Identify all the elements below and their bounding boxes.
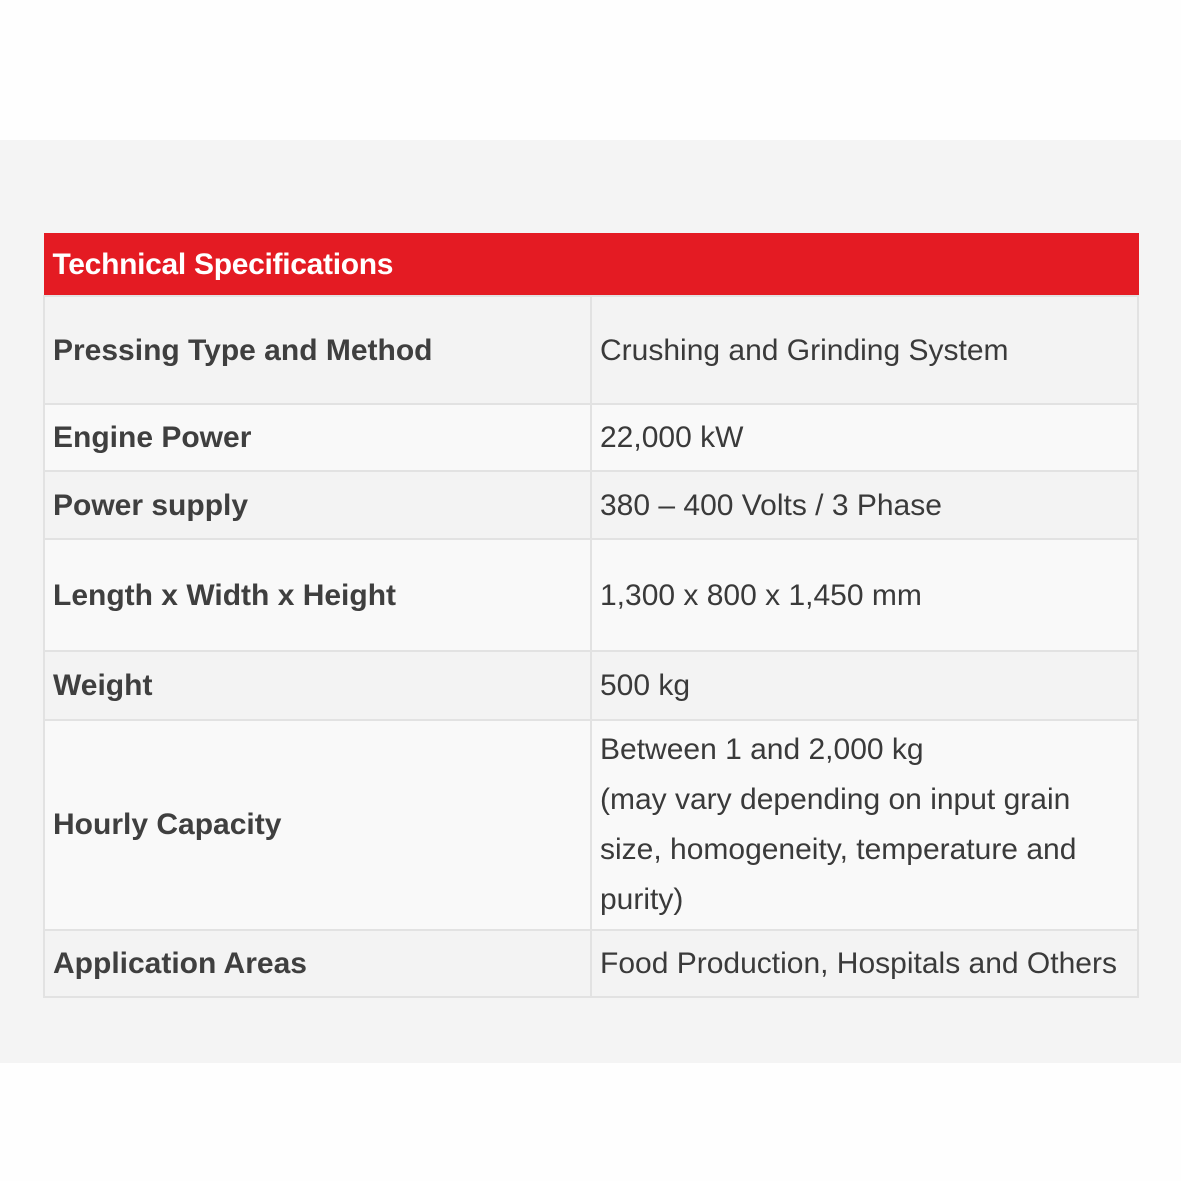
row-value	[591, 720, 1138, 930]
table-row	[44, 930, 1138, 997]
table-title: Technical Specifications	[44, 234, 1138, 297]
row-value: 500 kg	[591, 651, 1138, 720]
row-value-note: (may vary depending on input grain size, homogeneity, temperature and purity)	[600, 783, 1077, 916]
table-row	[44, 539, 1138, 651]
row-label: Engine Power	[44, 404, 591, 471]
row-value: Crushing and Grinding System	[591, 296, 1138, 404]
table-header-row	[44, 234, 1138, 297]
row-value: Food Production, Hospitals and Others	[591, 930, 1138, 997]
row-label: Application Areas	[44, 930, 591, 997]
row-value: 1,300 x 800 x 1,450 mm	[591, 539, 1138, 651]
row-value: 22,000 kW	[591, 404, 1138, 471]
row-label: Weight	[44, 651, 591, 720]
table-row	[44, 471, 1138, 539]
table-row	[44, 651, 1138, 720]
row-value: 380 – 400 Volts / 3 Phase	[591, 471, 1138, 539]
row-value-main: Between 1 and 2,000 kg	[600, 733, 924, 766]
table-row	[44, 296, 1138, 404]
technical-specifications-table	[43, 233, 1139, 998]
row-label: Pressing Type and Method	[44, 296, 591, 404]
row-label: Length x Width x Height	[44, 539, 591, 651]
table-row	[44, 720, 1138, 930]
row-label: Power supply	[44, 471, 591, 539]
content-panel	[0, 140, 1181, 1063]
row-label: Hourly Capacity	[44, 720, 591, 930]
table-row	[44, 404, 1138, 471]
